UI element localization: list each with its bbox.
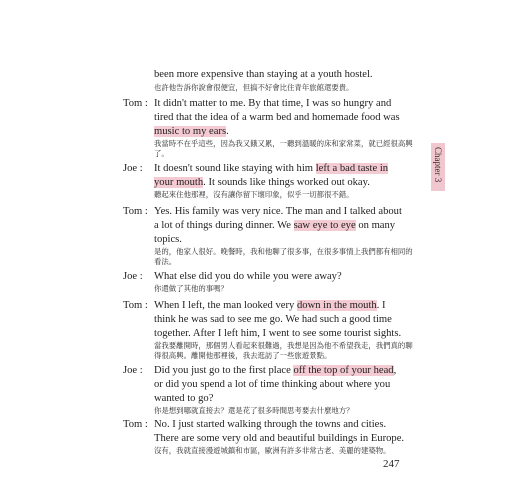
text-line: Did you just go to the first place off the top of your head,	[154, 365, 397, 376]
translation-line: 了。	[154, 149, 169, 158]
translation-line: 得很高興。離開他那裡後，我去逛訪了一些旅遊景點。	[154, 351, 332, 360]
idiom-highlight: left a bad taste in	[315, 163, 389, 174]
text-line: topics.	[154, 234, 182, 245]
idiom-highlight: off the top of your head	[293, 365, 394, 376]
page-number: 247	[383, 458, 400, 470]
text-line: What else did you do while you were away?	[154, 271, 342, 282]
text-line: tired that the idea of a warm bed and homemade food was	[154, 112, 400, 123]
idiom-highlight: down in the mouth	[296, 300, 377, 311]
translation-line: 我當時不在乎這些，因為我又餓又累，一聽到溫暖的床和家常菜，就已經很高興	[154, 139, 413, 148]
translation-line: 你是想到哪就直接去？還是花了很多時間思考要去什麼地方？	[154, 406, 354, 415]
text-line: It didn't matter to me. By that time, I was so hungry and	[154, 98, 392, 109]
chapter-tab	[431, 143, 445, 191]
text-line: a lot of things during dinner. We saw eye to eye on many	[154, 220, 396, 231]
idiom-highlight: your mouth	[154, 177, 204, 188]
text-line: No. I just started walking through the towns and cities.	[154, 419, 387, 430]
speaker-label: Joe :	[123, 163, 143, 174]
text-line: your mouth. It sounds like things worked out okay.	[154, 177, 370, 188]
idiom-highlight: music to my ears	[154, 126, 227, 137]
speaker-label: Tom :	[123, 206, 148, 217]
idiom-highlight: saw eye to eye	[293, 220, 356, 231]
text-line: music to my ears.	[154, 126, 229, 137]
translation-line: 你還做了其他的事嗎？	[154, 284, 228, 293]
chapter-tab-label: Chapter 3	[433, 147, 443, 183]
text-line: together. After I left him, I went to see some tourist sights.	[154, 328, 402, 339]
speaker-label: Tom :	[123, 300, 148, 311]
speaker-label: Tom :	[123, 419, 148, 430]
translation-line: 聽起來住他那裡，沒有讓你留下壞印象，似乎一切都很不錯。	[154, 190, 354, 199]
text-line: or did you spend a lot of time thinking about where you	[154, 379, 391, 390]
translation-line: 看法。	[154, 257, 177, 266]
translation-line: 當我要離開時，那個男人看起來很難過，我想是因為他不希望我走，我們真的聊	[154, 341, 413, 350]
text-line: When I left, the man looked very down in the mouth. I	[154, 300, 386, 311]
text-line: Yes. His family was very nice. The man and I talked about	[154, 206, 402, 217]
text-line: There are some very old and beautiful buildings in Europe.	[154, 433, 405, 444]
translation-line: 是的，他家人很好。晚餐時，我和他聊了很多事，在很多事情上我們都有相同的	[154, 247, 413, 256]
translation-line: 沒有，我就直接漫遊城鎮和市區，歐洲有許多非常古老、美麗的建築物。	[154, 446, 391, 455]
translation-line: 也許他告訴你說會很便宜，但搞不好會比住青年旅館還要貴。	[154, 83, 354, 92]
speaker-label: Joe :	[123, 271, 143, 282]
text-line: It doesn't sound like staying with him left a bad taste in	[154, 163, 389, 174]
speaker-label: Joe :	[123, 365, 143, 376]
text-line: think he was sad to see me go. We had such a good time	[154, 314, 392, 325]
speaker-label: Tom :	[123, 98, 148, 109]
text-line: been more expensive than staying at a youth hostel.	[154, 69, 373, 80]
text-line: wanted to go?	[154, 393, 214, 404]
